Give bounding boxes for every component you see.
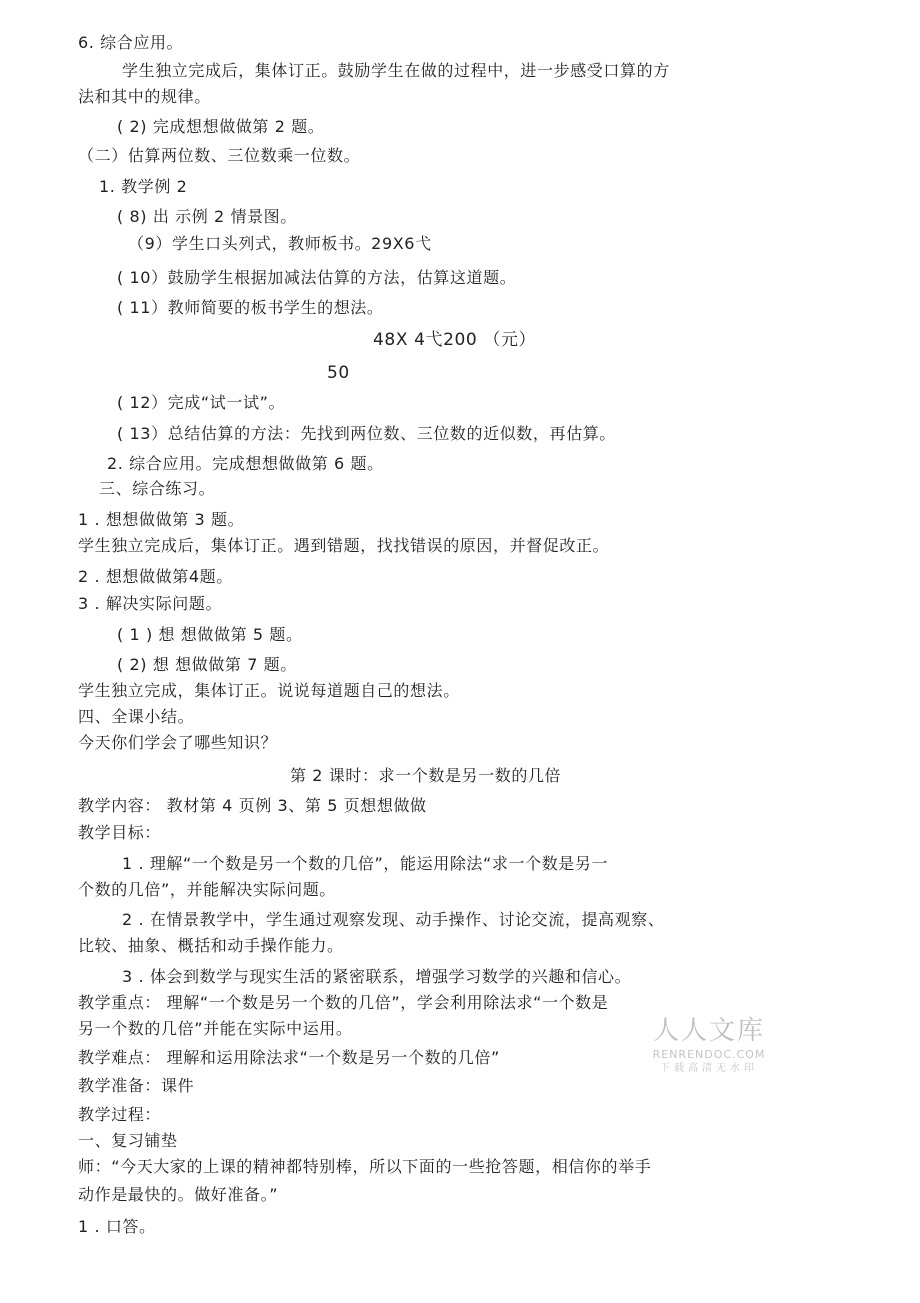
text-line: 教学内容： 教材第 4 页例 3、第 5 页想想做做	[78, 796, 427, 815]
watermark-logo-text: 人人文库	[652, 1016, 765, 1046]
text-line: （二）估算两位数、三位数乘一位数。	[78, 146, 361, 165]
text-line: 1 . 口答。	[78, 1217, 156, 1236]
text-line: 教学难点： 理解和运用除法求“一个数是另一个数的几倍”	[78, 1048, 500, 1067]
text-line: 2 . 想想做做第4题。	[78, 567, 233, 586]
text-line: 教学重点： 理解“一个数是另一个数的几倍”，学会利用除法求“一个数是	[78, 993, 609, 1012]
text-line: 学生独立完成后，集体订正。遇到错题，找找错误的原因，并督促改正。	[78, 536, 610, 555]
watermark	[646, 1016, 772, 1075]
text-line: ( 11）教师简要的板书学生的想法。	[117, 298, 384, 317]
section-heading: 四、全课小结。	[78, 707, 195, 726]
text-line: ( 2) 完成想想做做第 2 题。	[117, 117, 325, 136]
lesson-title: 第 2 课时：求一个数是另一数的几倍	[290, 766, 562, 785]
text-line: 另一个数的几倍”并能在实际中运用。	[78, 1019, 353, 1038]
text-line: 1 . 理解“一个数是另一个数的几倍”，能运用除法“求一个数是另一	[122, 854, 609, 873]
text-line: 6. 综合应用。	[78, 33, 184, 52]
text-line: 个数的几倍”，并能解决实际问题。	[78, 880, 336, 899]
section-heading: 一、复习铺垫	[78, 1131, 178, 1150]
watermark-url: RENRENDOC.COM	[652, 1048, 766, 1061]
text-line: ( 2) 想 想做做第 7 题。	[117, 655, 297, 674]
text-line: ( 10）鼓励学生根据加减法估算的方法，估算这道题。	[117, 268, 517, 287]
text-line: 3 . 解决实际问题。	[78, 594, 223, 613]
text-line: 教学目标：	[78, 823, 162, 842]
formula-line: 50	[327, 363, 350, 383]
text-line: 教学准备：课件	[78, 1076, 195, 1095]
formula-line: 48X 4弋200 （元）	[373, 330, 537, 350]
text-line: 学生独立完成后，集体订正。鼓励学生在做的过程中，进一步感受口算的方	[122, 61, 670, 80]
text-line: ( 1 ) 想 想做做第 5 题。	[117, 625, 303, 644]
text-line: ( 8) 出 示例 2 情景图。	[117, 207, 297, 226]
text-line: 教学过程：	[78, 1105, 162, 1124]
text-line: 今天你们学会了哪些知识？	[78, 733, 278, 752]
text-line: 1. 教学例 2	[99, 177, 188, 196]
text-line: 1 . 想想做做第 3 题。	[78, 510, 245, 529]
text-line: 学生独立完成，集体订正。说说每道题自己的想法。	[78, 681, 460, 700]
text-line: ( 12）完成“试一试”。	[117, 393, 286, 412]
text-line: 师：“今天大家的上课的精神都特别棒，所以下面的一些抢答题，相信你的举手	[78, 1157, 652, 1176]
text-line: 3 . 体会到数学与现实生活的紧密联系，增强学习数学的兴趣和信心。	[122, 967, 632, 986]
watermark-tagline: 下载高清无水印	[660, 1063, 758, 1074]
section-heading: 三、综合练习。	[99, 479, 216, 498]
text-line: （9）学生口头列式，教师板书。29X6弋	[128, 234, 432, 253]
text-line: 动作是最快的。做好准备。”	[78, 1185, 279, 1204]
text-line: 2. 综合应用。完成想想做做第 6 题。	[107, 454, 384, 473]
text-line: 2 . 在情景教学中，学生通过观察发现、动手操作、讨论交流，提高观察、	[122, 910, 665, 929]
text-line: 法和其中的规律。	[78, 87, 211, 106]
text-line: 比较、抽象、概括和动手操作能力。	[78, 936, 344, 955]
text-line: ( 13）总结估算的方法：先找到两位数、三位数的近似数，再估算。	[117, 424, 616, 443]
